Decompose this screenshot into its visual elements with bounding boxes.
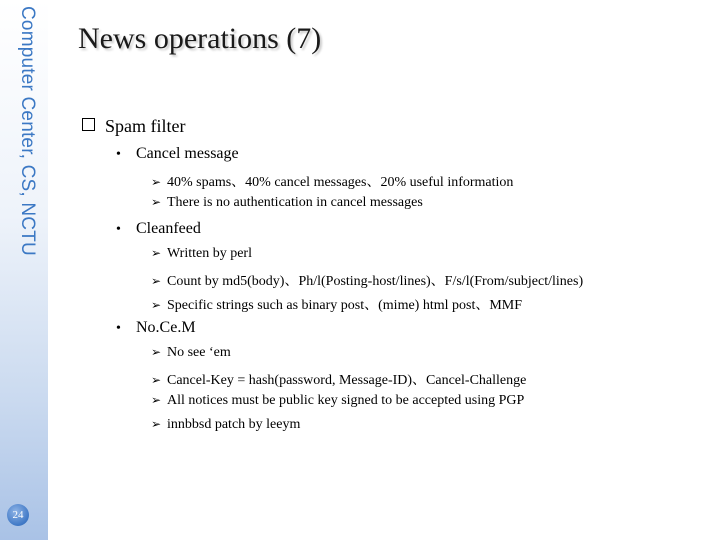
bullet-icon: • bbox=[116, 222, 121, 237]
bullet-icon: • bbox=[116, 147, 121, 162]
section-heading-text: Spam filter bbox=[105, 116, 186, 136]
sub-list-item-text: No see ‘em bbox=[167, 345, 231, 360]
sub-list-item bbox=[151, 345, 231, 361]
arrow-bullet-icon: ➢ bbox=[151, 393, 162, 407]
sub-list-item bbox=[151, 246, 252, 262]
slide-title: News operations (7) bbox=[78, 22, 322, 55]
bullet-icon: • bbox=[116, 321, 121, 336]
arrow-bullet-icon: ➢ bbox=[151, 175, 162, 189]
arrow-bullet-icon: ➢ bbox=[151, 373, 162, 387]
arrow-bullet-icon: ➢ bbox=[151, 274, 162, 288]
section-heading bbox=[82, 116, 185, 137]
sub-list-item-text: Written by perl bbox=[167, 246, 252, 261]
list-item bbox=[116, 319, 196, 337]
list-item bbox=[116, 145, 239, 163]
arrow-bullet-icon: ➢ bbox=[151, 345, 162, 359]
sub-list-item-text: All notices must be public key signed to be accepted using PGP bbox=[167, 393, 525, 408]
sub-list-item bbox=[151, 171, 513, 191]
sub-list-item bbox=[151, 195, 423, 211]
sub-list-item-text: There is no authentication in cancel messages bbox=[167, 195, 423, 210]
sidebar bbox=[0, 0, 48, 540]
sub-list-item bbox=[151, 369, 526, 389]
sub-list-item bbox=[151, 294, 522, 314]
arrow-bullet-icon: ➢ bbox=[151, 298, 162, 312]
sub-list-item-text: Count by md5(body)、Ph/l(Posting-host/lines)、F/s/l(From/subject/lines) bbox=[167, 274, 584, 289]
checkbox-bullet-icon bbox=[82, 118, 95, 131]
sub-list-item bbox=[151, 393, 524, 409]
list-item-label: Cleanfeed bbox=[136, 220, 201, 237]
page-number: 24 bbox=[7, 504, 29, 526]
list-item-label: Cancel message bbox=[136, 145, 239, 162]
arrow-bullet-icon: ➢ bbox=[151, 246, 162, 260]
sub-list-item bbox=[151, 417, 300, 433]
sub-list-item bbox=[151, 270, 583, 290]
list-item-label: No.Ce.M bbox=[136, 319, 196, 336]
sub-list-item-text: Cancel-Key = hash(password, Message-ID)、Cancel-Challenge bbox=[167, 373, 527, 388]
sub-list-item-text: 40% spams、40% cancel messages、20% useful information bbox=[167, 175, 514, 190]
sidebar-title: Computer Center, CS, NCTU bbox=[17, 6, 38, 256]
arrow-bullet-icon: ➢ bbox=[151, 417, 162, 431]
arrow-bullet-icon: ➢ bbox=[151, 195, 162, 209]
list-item bbox=[116, 220, 201, 238]
sub-list-item-text: innbbsd patch by leeym bbox=[167, 417, 301, 432]
sub-list-item-text: Specific strings such as binary post、(mime) html post、MMF bbox=[167, 298, 523, 313]
